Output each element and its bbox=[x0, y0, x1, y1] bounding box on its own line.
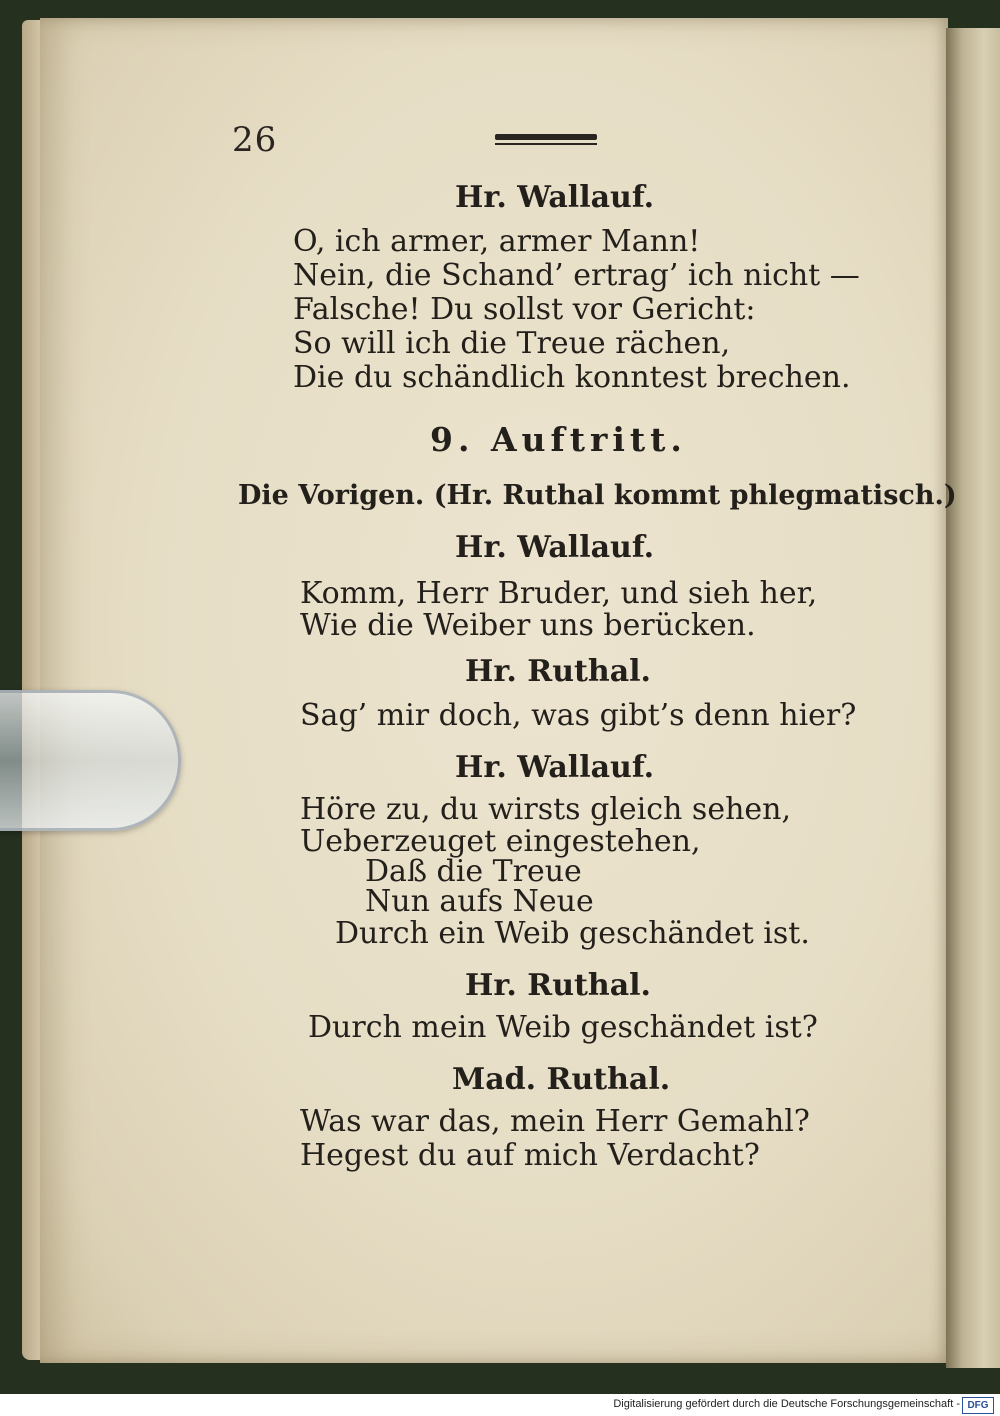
verse-line: Was war das, mein Herr Gemahl? bbox=[300, 1104, 810, 1139]
verse-line: Falsche! Du sollst vor Gericht: bbox=[293, 292, 756, 327]
verse-line: Ueberzeuget eingestehen, bbox=[300, 824, 701, 859]
header-rule-thick bbox=[495, 134, 597, 140]
plastic-page-clip bbox=[0, 690, 181, 831]
speaker-heading: Hr. Wallauf. bbox=[455, 530, 655, 565]
scene-title: 9. Auftritt. bbox=[430, 420, 687, 459]
speaker-heading: Hr. Ruthal. bbox=[465, 654, 651, 689]
verse-line: Daß die Treue bbox=[365, 854, 582, 889]
verse-line: O, ich armer, armer Mann! bbox=[293, 224, 701, 259]
verse-line: Sag’ mir doch, was gibt’s denn hier? bbox=[300, 698, 857, 733]
speaker-heading: Mad. Ruthal. bbox=[452, 1062, 671, 1097]
verse-line: So will ich die Treue rächen, bbox=[293, 326, 731, 361]
verse-line: Nun aufs Neue bbox=[365, 884, 594, 919]
verse-line: Hegest du auf mich Verdacht? bbox=[300, 1138, 760, 1173]
page-number: 26 bbox=[232, 120, 278, 160]
verse-line: Durch mein Weib geschändet ist? bbox=[308, 1010, 818, 1045]
header-rule bbox=[495, 134, 597, 146]
verse-line: Komm, Herr Bruder, und sieh her, bbox=[300, 576, 818, 611]
footer-credit: Digitalisierung gefördert durch die Deutsche Forschungsgemeinschaft - bbox=[613, 1398, 960, 1410]
speaker-heading: Hr. Wallauf. bbox=[455, 750, 655, 785]
header-rule-thin bbox=[495, 143, 597, 145]
verse-line: Durch ein Weib geschändet ist. bbox=[335, 916, 810, 951]
footer-bar bbox=[0, 1394, 1000, 1416]
verse-line: Nein, die Schand’ ertrag’ ich nicht — bbox=[293, 258, 860, 293]
next-page-edge bbox=[946, 28, 1000, 1368]
speaker-heading: Hr. Wallauf. bbox=[455, 180, 655, 215]
stage-direction: Die Vorigen. (Hr. Ruthal kommt phlegmatisch.) bbox=[238, 480, 957, 511]
speaker-heading: Hr. Ruthal. bbox=[465, 968, 651, 1003]
verse-line: Wie die Weiber uns berücken. bbox=[300, 608, 756, 643]
verse-line: Die du schändlich konntest brechen. bbox=[293, 360, 851, 395]
verse-line: Höre zu, du wirsts gleich sehen, bbox=[300, 792, 792, 827]
dfg-logo: DFG bbox=[962, 1397, 994, 1414]
